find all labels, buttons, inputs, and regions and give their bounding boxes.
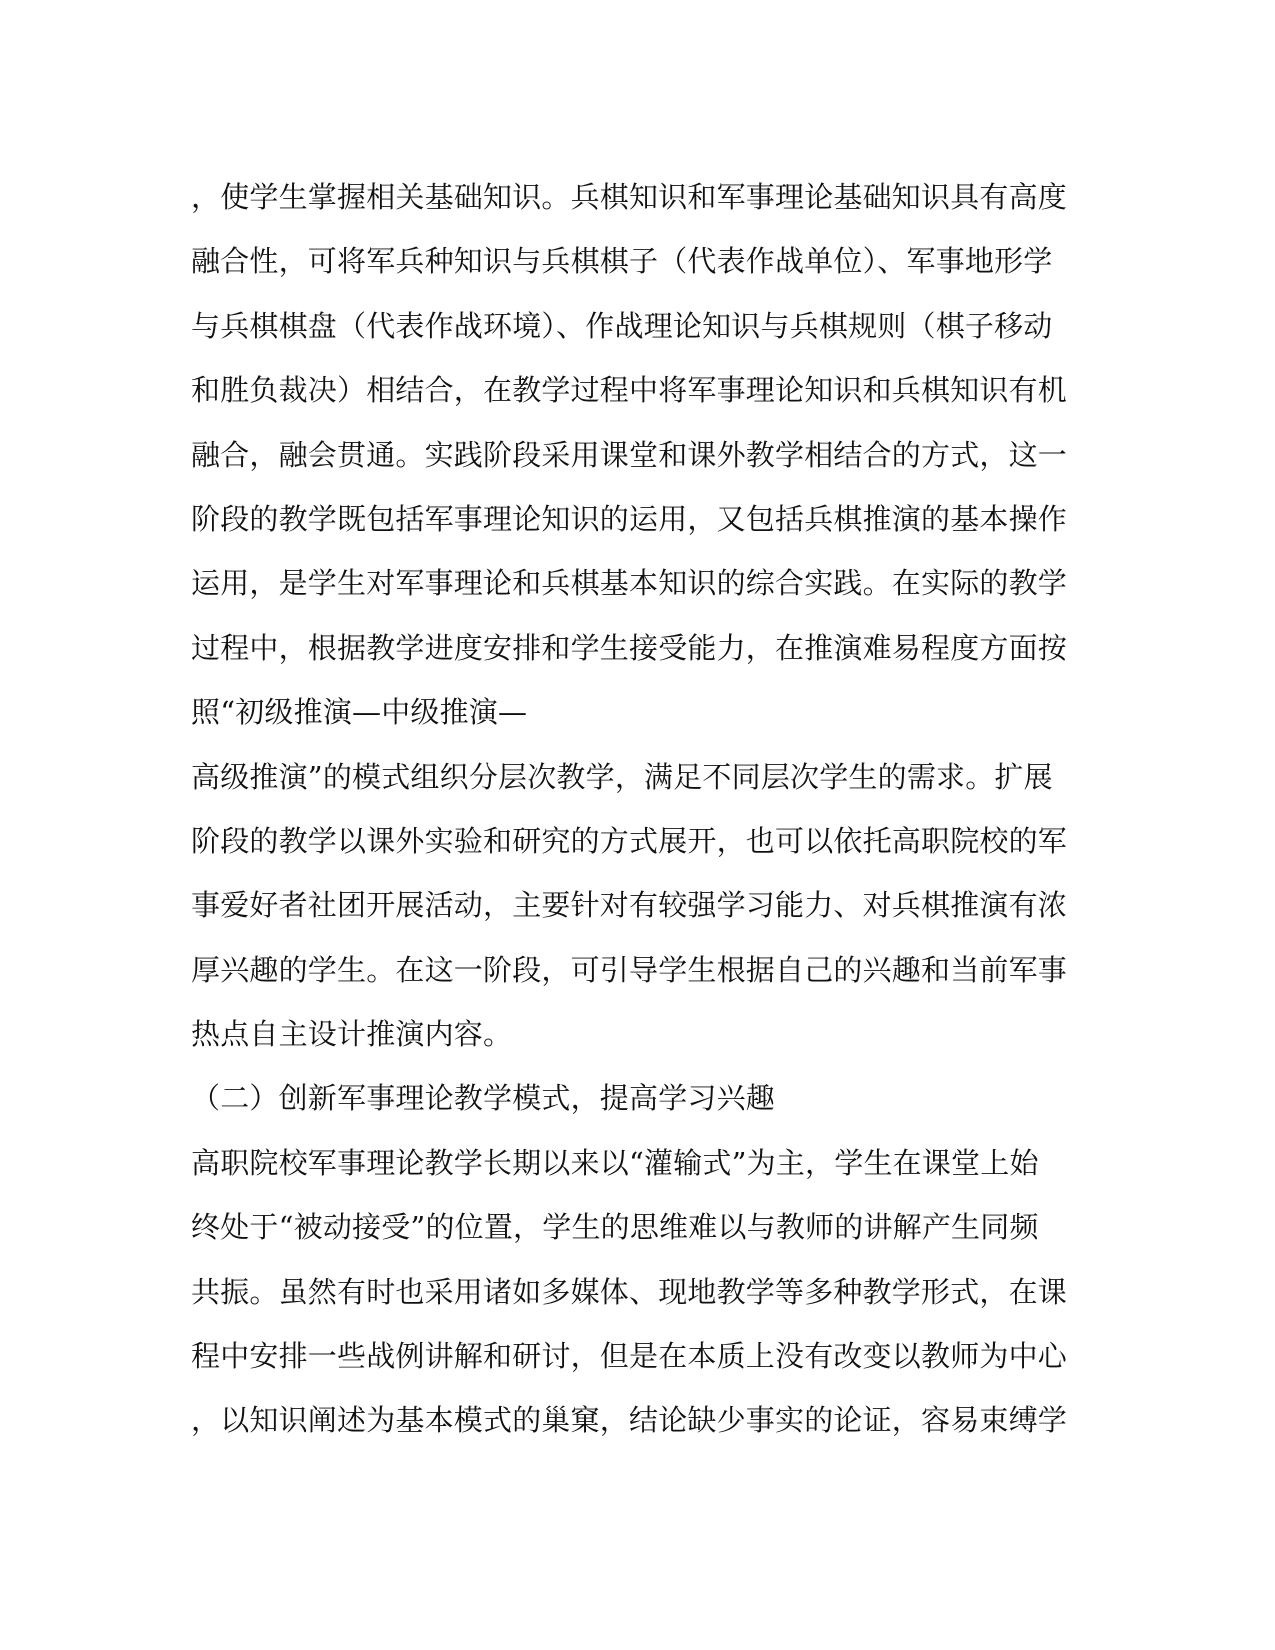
- text-line: 过程中，根据教学进度安排和学生接受能力，在推演难易程度方面按: [191, 630, 1068, 665]
- text-line: 融合性，可将军兵种知识与兵棋棋子（代表作战单位）、军事地形学: [191, 244, 1053, 279]
- text-line: 共振。虽然有时也采用诸如多媒体、现地教学等多种教学形式，在课: [191, 1274, 1068, 1309]
- text-line: 与兵棋棋盘（代表作战环境）、作战理论知识与兵棋规则（棋子移动: [191, 308, 1053, 343]
- section-heading: （二）创新军事理论教学模式，提高学习兴趣: [191, 1081, 776, 1116]
- text-line: 高级推演”的模式组织分层次教学，满足不同层次学生的需求。扩展: [191, 759, 1053, 794]
- text-line: 阶段的教学以课外实验和研究的方式展开，也可以依托高职院校的军: [191, 823, 1068, 858]
- text-line: ，以知识阐述为基本模式的巢窠，结论缺少事实的论证，容易束缚学: [191, 1403, 1068, 1438]
- text-line: 高职院校军事理论教学长期以来以“灌输式”为主，学生在课堂上始: [191, 1145, 1039, 1180]
- text-line: 阶段的教学既包括军事理论知识的运用，又包括兵棋推演的基本操作: [191, 501, 1068, 536]
- text-line: 和胜负裁决）相结合，在教学过程中将军事理论知识和兵棋知识有机: [191, 373, 1068, 408]
- text-line: 终处于“被动接受”的位置，学生的思维难以与教师的讲解产生同频: [191, 1210, 1039, 1245]
- text-line: ，使学生掌握相关基础知识。兵棋知识和军事理论基础知识具有高度: [191, 180, 1068, 214]
- text-line: 事爱好者社团开展活动，主要针对有较强学习能力、对兵棋推演有浓: [191, 888, 1068, 923]
- text-line: 运用，是学生对军事理论和兵棋基本知识的综合实践。在实际的教学: [191, 566, 1068, 601]
- body-text: [191, 165, 1071, 1453]
- text-line: 照“初级推演—中级推演—: [191, 695, 528, 730]
- text-line: 融合，融会贯通。实践阶段采用课堂和课外教学相结合的方式，这一: [191, 437, 1068, 472]
- text-line: 厚兴趣的学生。在这一阶段，可引导学生根据自己的兴趣和当前军事: [191, 952, 1068, 987]
- text-line: 程中安排一些战例讲解和研讨，但是在本质上没有改变以教师为中心: [191, 1339, 1068, 1374]
- text-line: 热点自主设计推演内容。: [191, 1017, 513, 1052]
